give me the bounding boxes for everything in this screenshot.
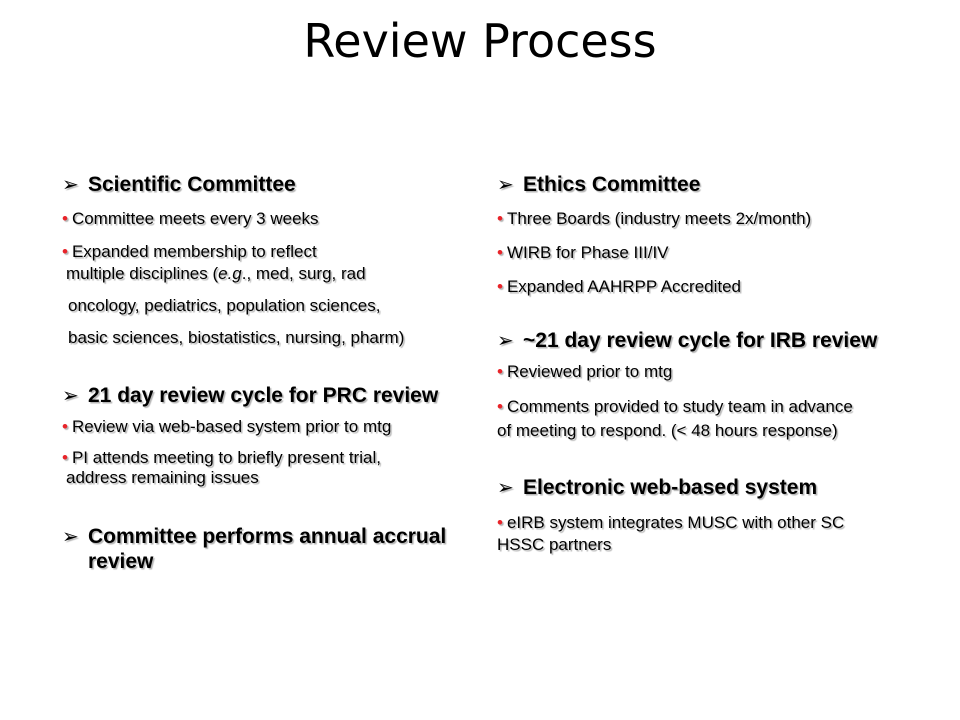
bullet-text: Three Boards (industry meets 2x/month) (506, 209, 812, 228)
bullet-text-line: HSSC partners (497, 535, 612, 554)
arrow-bullet-icon: ➢ (62, 383, 79, 407)
bullet-text-part: ., med, surg, rad (241, 264, 366, 283)
heading-irb-review-cycle (497, 328, 917, 353)
left-column (62, 172, 482, 574)
bullet-text: Comments provided to study team in advance (506, 397, 853, 416)
bullet-dot-icon: • (62, 417, 68, 436)
heading-text: 21 day review cycle for PRC review (88, 384, 439, 407)
bullet-text-line (62, 263, 482, 285)
heading-text: Ethics Committee (523, 173, 701, 196)
arrow-bullet-icon: ➢ (497, 328, 514, 352)
bullet-item (497, 395, 917, 443)
bullet-dot-icon: • (497, 513, 503, 532)
page-title: Review Process (303, 14, 657, 68)
bullet-text-line: basic sciences, biostatistics, nursing, pharm) (68, 328, 405, 347)
bullet-text-line: address remaining issues (66, 468, 259, 487)
bullet-dot-icon: • (497, 243, 503, 262)
right-column (497, 172, 917, 556)
bullet-text: Reviewed prior to mtg (506, 362, 673, 381)
heading-text: Committee performs annual accrual review (88, 525, 447, 573)
bullet-dot-icon: • (62, 448, 68, 467)
arrow-bullet-icon: ➢ (62, 172, 79, 196)
arrow-bullet-icon: ➢ (497, 172, 514, 196)
heading-text: Electronic web-based system (523, 476, 818, 499)
bullet-text-line: of meeting to respond. (< 48 hours response) (497, 421, 838, 440)
bullet-text: Expanded AAHRPP Accredited (506, 277, 742, 296)
bullet-dot-icon: • (497, 209, 503, 228)
bullet-item (497, 242, 917, 264)
bullet-text-emphasis: e.g (218, 264, 242, 283)
bullet-text: PI attends meeting to briefly present trial, (71, 448, 381, 467)
arrow-bullet-icon: ➢ (62, 524, 79, 548)
bullet-dot-icon: • (497, 362, 503, 381)
heading-electronic-system (497, 475, 917, 500)
bullet-text-line: oncology, pediatrics, population sciences, (68, 296, 381, 315)
bullet-item (497, 208, 917, 230)
bullet-item (497, 361, 917, 383)
bullet-dot-icon: • (62, 242, 68, 261)
bullet-text: Expanded membership to reflect (71, 242, 317, 261)
bullet-item (62, 416, 482, 438)
bullet-item (497, 276, 917, 298)
bullet-item (62, 208, 482, 230)
bullet-item (497, 512, 917, 556)
heading-text: Scientific Committee (88, 173, 296, 196)
bullet-dot-icon: • (497, 277, 503, 296)
bullet-text: Committee meets every 3 weeks (71, 209, 319, 228)
bullet-item (62, 448, 482, 488)
bullet-text: WIRB for Phase III/IV (506, 243, 669, 262)
heading-ethics-committee (497, 172, 917, 197)
bullet-dot-icon: • (497, 397, 503, 416)
heading-annual-accrual-review (62, 524, 472, 574)
heading-prc-review-cycle (62, 383, 482, 408)
bullet-text-part: multiple disciplines ( (66, 264, 219, 283)
bullet-item (62, 241, 482, 349)
heading-text: ~21 day review cycle for IRB review (523, 329, 878, 352)
bullet-text: Review via web-based system prior to mtg (71, 417, 392, 436)
bullet-text: eIRB system integrates MUSC with other SC (506, 513, 845, 532)
heading-scientific-committee (62, 172, 482, 197)
bullet-dot-icon: • (62, 209, 68, 228)
arrow-bullet-icon: ➢ (497, 475, 514, 499)
